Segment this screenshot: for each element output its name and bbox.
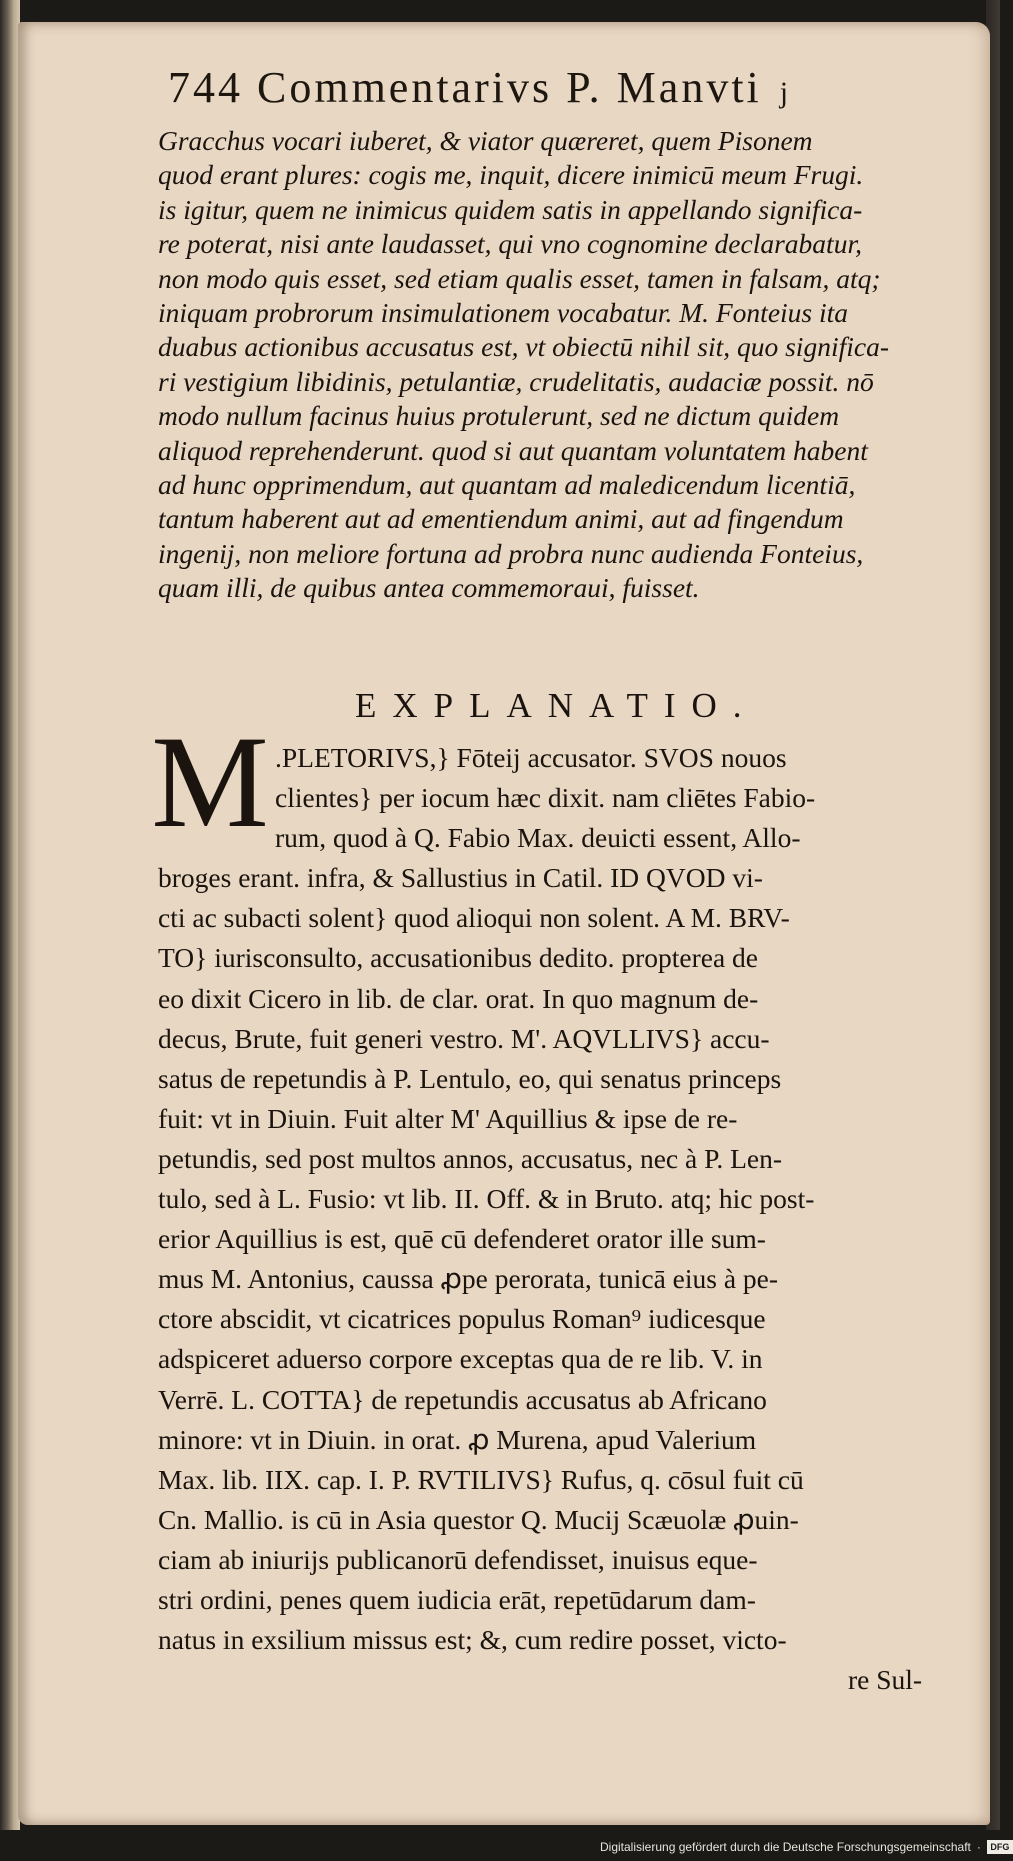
text-line: quod erant plures: cogis me, inquit, dicere inimicū meum Frugi. xyxy=(158,159,864,191)
text-line: aliquod reprehenderunt. quod si aut quantam voluntatem habent xyxy=(158,434,868,466)
text-line: iniquam probrorum insimulationem vocabatur. M. Fonteius ita xyxy=(158,297,849,329)
text-line: eo dixit Cicero in lib. de clar. orat. In quo magnum de- xyxy=(158,982,759,1014)
digitization-footer: Digitalisierung gefördert durch die Deutsche Forschungsgemeinschaft · DFG xyxy=(600,1838,1013,1856)
page-number: 744 xyxy=(168,63,243,112)
text-line: erior Aquillius is est, quē cū defenderet orator ille sum- xyxy=(158,1223,766,1255)
text-line: non modo quis esset, sed etiam qualis esset, tamen in falsam, atq; xyxy=(158,262,881,294)
text-line: ciam ab iniurijs publicanorū defendisset, inuisus eque- xyxy=(158,1543,758,1575)
dfg-logo-icon: DFG xyxy=(987,1840,1013,1854)
text-line: petundis, sed post multos annos, accusatus, nec à P. Len- xyxy=(158,1142,782,1174)
text-line: duabus actionibus accusatus est, vt obiectū nihil sit, quo significa- xyxy=(158,331,889,363)
text-line: ctore abscidit, vt cicatrices populus Roman⁹ iudicesque xyxy=(158,1303,766,1335)
footer-credit: Digitalisierung gefördert durch die Deutsche Forschungsgemeinschaft xyxy=(600,1840,971,1854)
text-line: rum, quod à Q. Fabio Max. deuicti essent, Allo- xyxy=(275,822,801,854)
text-line: broges erant. infra, & Sallustius in Catil. ID QVOD vi- xyxy=(158,862,763,894)
section-heading: EXPLANATIO. xyxy=(355,686,758,725)
book-edge xyxy=(0,0,20,1830)
text-line: quam illi, de quibus antea commemoraui, fuisset. xyxy=(158,572,700,604)
text-line: stri ordini, penes quem iudicia erāt, repetūdarum dam- xyxy=(158,1583,756,1615)
text-line: Gracchus vocari iuberet, & viator quæreret, quem Pisonem xyxy=(158,125,813,156)
text-line: ri vestigium libidinis, petulantiæ, crudelitatis, audaciæ possit. nō xyxy=(158,365,874,397)
text-line: Verrē. L. COTTA} de repetundis accusatus ab Africano xyxy=(158,1383,767,1415)
quoted-passage xyxy=(158,124,968,606)
text-line: natus in exsilium missus est; &, cum redire posset, victo- xyxy=(158,1624,787,1656)
text-line: cti ac subacti solent} quod alioqui non solent. A M. BRV- xyxy=(158,902,790,934)
running-head xyxy=(168,62,968,113)
text-line: TO} iurisconsulto, accusationibus dedito. propterea de xyxy=(158,942,758,974)
text-line: decus, Brute, fuit generi vestro. M'. AQVLLIVS} accu- xyxy=(158,1022,770,1054)
text-line: modo nullum facinus huius protulerunt, sed ne dictum quidem xyxy=(158,400,840,432)
text-line: mus M. Antonius, caussa ꝓpe perorata, tunicā eius à pe- xyxy=(158,1263,779,1295)
drop-cap: M xyxy=(151,708,269,855)
signature-mark: j xyxy=(779,76,792,109)
text-line: clientes} per iocum hæc dixit. nam cliētes Fabio- xyxy=(275,782,816,814)
text-line: ingenij, non meliore fortuna ad probra nunc audienda Fonteius, xyxy=(158,537,864,569)
text-line: satus de repetundis à P. Lentulo, eo, qui senatus princeps xyxy=(158,1062,782,1094)
catchword: re Sul- xyxy=(848,1664,923,1696)
text-line: Max. lib. IIX. cap. I. P. RVTILIVS} Rufus, q. cōsul fuit cū xyxy=(158,1463,804,1495)
text-line: re poterat, nisi ante laudasset, qui vno cognomine declarabatur, xyxy=(158,228,862,260)
text-line: minore: vt in Diuin. in orat. ꝓ Murena, apud Valerium xyxy=(158,1423,757,1455)
text-line: ad hunc opprimendum, aut quantam ad maledicendum licentiā, xyxy=(158,469,856,501)
text-line: fuit: vt in Diuin. Fuit alter M' Aquillius & ipse de re- xyxy=(158,1102,738,1134)
running-title: Commentarivs P. Manvti xyxy=(257,63,762,112)
text-line: Cn. Mallio. is cū in Asia questor Q. Mucij Scæuolæ ꝓuin- xyxy=(158,1503,799,1535)
text-line: adspiceret aduerso corpore exceptas qua de re lib. V. in xyxy=(158,1343,763,1375)
text-line: is igitur, quem ne inimicus quidem satis in appellando significa- xyxy=(158,193,863,225)
text-line: tantum haberent aut ad ementiendum animi, aut ad fingendum xyxy=(158,503,844,535)
text-line: .PLETORIVS,} Fōteij accusator. SVOS nouos xyxy=(275,742,787,773)
commentary-text xyxy=(158,738,970,1700)
text-line: tulo, sed à L. Fusio: vt lib. II. Off. & in Bruto. atq; hic post- xyxy=(158,1183,815,1215)
